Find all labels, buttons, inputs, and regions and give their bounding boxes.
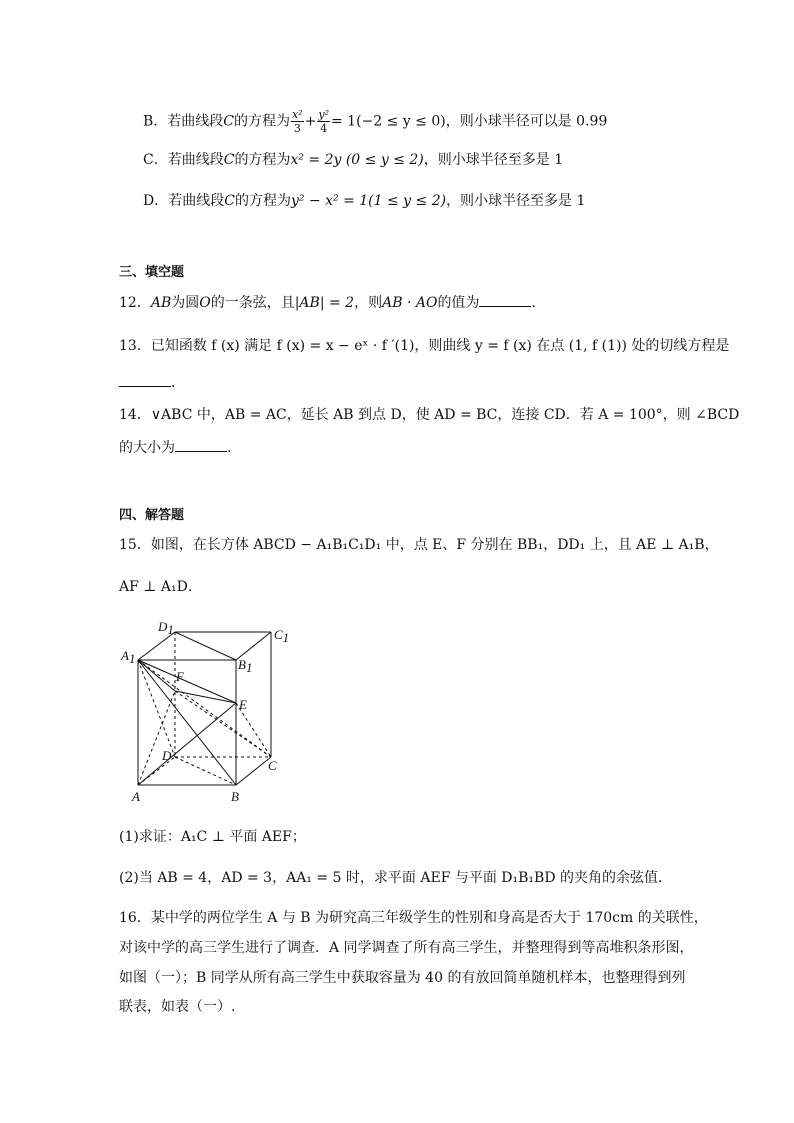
question-16-line4: 联表，如表（一）.	[119, 999, 236, 1015]
option-d	[143, 191, 585, 211]
q12-answer-blank	[479, 294, 531, 307]
option-c-eq: x² = 2y (0 ≤ y ≤ 2)	[290, 152, 424, 168]
question-12	[119, 293, 536, 313]
option-c-text-b: 的方程为	[234, 152, 291, 168]
q12-text-c: 的一条弦，且	[210, 295, 295, 311]
edge-d1b1	[175, 632, 236, 660]
option-b-plus: +	[304, 113, 317, 130]
option-c-text-a: 若曲线段	[167, 152, 224, 168]
option-d-text-c: ，则小球半径至多是 1	[446, 193, 586, 209]
q12-text-e: 的值为	[437, 295, 480, 311]
section-3-title: 三、填空题	[119, 265, 185, 280]
edge-af-hidden	[138, 691, 175, 785]
section-4-title: 四、解答题	[119, 508, 185, 523]
question-14-line2	[119, 438, 231, 458]
option-b-text-c: ，则小球半径可以是 0.99	[445, 113, 608, 130]
option-b-frac2: $\frac{\text{y²}}{4}$	[318, 108, 329, 135]
q13-answer-blank	[119, 374, 171, 387]
option-d-var: C	[224, 193, 235, 209]
q12-o: O	[199, 295, 211, 311]
option-b-text-b: 的方程为	[234, 113, 291, 130]
option-b-var: C	[223, 113, 235, 130]
q14-end: .	[227, 440, 232, 456]
option-b-text-a: 若曲线段	[167, 113, 224, 130]
q12-dot: AB · AO	[382, 295, 438, 311]
option-c	[143, 150, 563, 170]
label-f: F	[176, 669, 184, 684]
q14-answer-blank	[175, 439, 227, 452]
q12-number: 12．	[119, 295, 151, 311]
edge-a1e-solid	[138, 660, 236, 703]
option-c-label: C．	[143, 152, 168, 168]
q12-text-b: 为圆	[171, 295, 200, 311]
edge-db-hidden	[175, 757, 236, 785]
q12-ab: AB	[150, 295, 172, 311]
label-d: D	[162, 748, 172, 763]
label-b1: B1	[238, 657, 253, 675]
edge-ae	[138, 703, 236, 785]
label-e: E	[239, 697, 247, 712]
question-16-line3: 如图（一）；B 同学从所有高三学生中获取容量为 40 的有放回简单随机样本，也整理得到列	[119, 970, 686, 986]
option-d-eq: y² − x² = 1(1 ≤ y ≤ 2)	[290, 193, 447, 209]
label-c1: C1	[274, 627, 290, 645]
q12-text-d: ，则	[354, 295, 383, 311]
edge-a1d-hidden	[138, 660, 175, 757]
question-16-line2: 对该中学的高三学生进行了调查．A 同学调查了所有高三学生，并整理得到等高堆积条形图，	[119, 940, 694, 956]
label-b: B	[231, 789, 239, 804]
option-c-text-c: ，则小球半径至多是 1	[423, 152, 564, 168]
option-b-rhs: = 1(−2 ≤ y ≤ 0)	[331, 113, 446, 130]
edge-bc	[236, 757, 271, 785]
label-d1: D1	[158, 619, 174, 637]
option-d-text-b: 的方程为	[234, 193, 291, 209]
q12-abs: |AB| = 2	[294, 295, 355, 311]
question-15: 15．如图，在长方体 ABCD − A₁B₁C₁D₁ 中，点 E、F 分别在 BB₁，DD₁ 上，且 AE ⊥ A₁B，	[119, 537, 719, 553]
edge-b1c1	[236, 632, 271, 660]
question-16-line1: 16．某中学的两位学生 A 与 B 为研究高三年级学生的性别和身高是否大于 170cm 的关联性，	[119, 910, 708, 926]
question-13-line2	[119, 373, 175, 393]
option-c-var: C	[223, 152, 235, 168]
question-14: 14．∨ABC 中，AB = AC，延长 AB 到点 D，使 AD = BC，连接 CD．若 A = 100°，则 ∠BCD	[119, 407, 740, 423]
question-15-part1: (1)求证：A₁C ⊥ 平面 AEF；	[119, 829, 306, 845]
edge-fe-solid-part	[175, 691, 236, 703]
option-d-text-a: 若曲线段	[168, 193, 225, 209]
q12-end: .	[531, 295, 536, 311]
option-d-label: D．	[143, 193, 169, 209]
q14-line2-text: 的大小为	[119, 440, 175, 456]
label-a1: A1	[121, 648, 136, 666]
label-c: C	[268, 758, 277, 773]
label-a: A	[132, 789, 140, 804]
question-15-part2: (2)当 AB = 4，AD = 3，AA₁ = 5 时，求平面 AEF 与平面 D₁B₁BD 的夹角的余弦值．	[119, 870, 673, 886]
option-b-label: B．	[143, 113, 168, 130]
option-b-frac1: $\frac{\text{x²}}{3}$	[292, 108, 303, 135]
question-13: 13．已知函数 f (x) 满足 f (x) = x − eˣ · f ′(1)，则曲线 y = f (x) 在点 (1, f (1)) 处的切线方程是	[119, 338, 730, 354]
option-b	[143, 108, 607, 135]
question-15-line2: AF ⊥ A₁D．	[119, 579, 202, 595]
cuboid-figure	[118, 615, 298, 807]
cuboid-diagram	[118, 615, 298, 807]
q13-end: .	[171, 375, 176, 391]
